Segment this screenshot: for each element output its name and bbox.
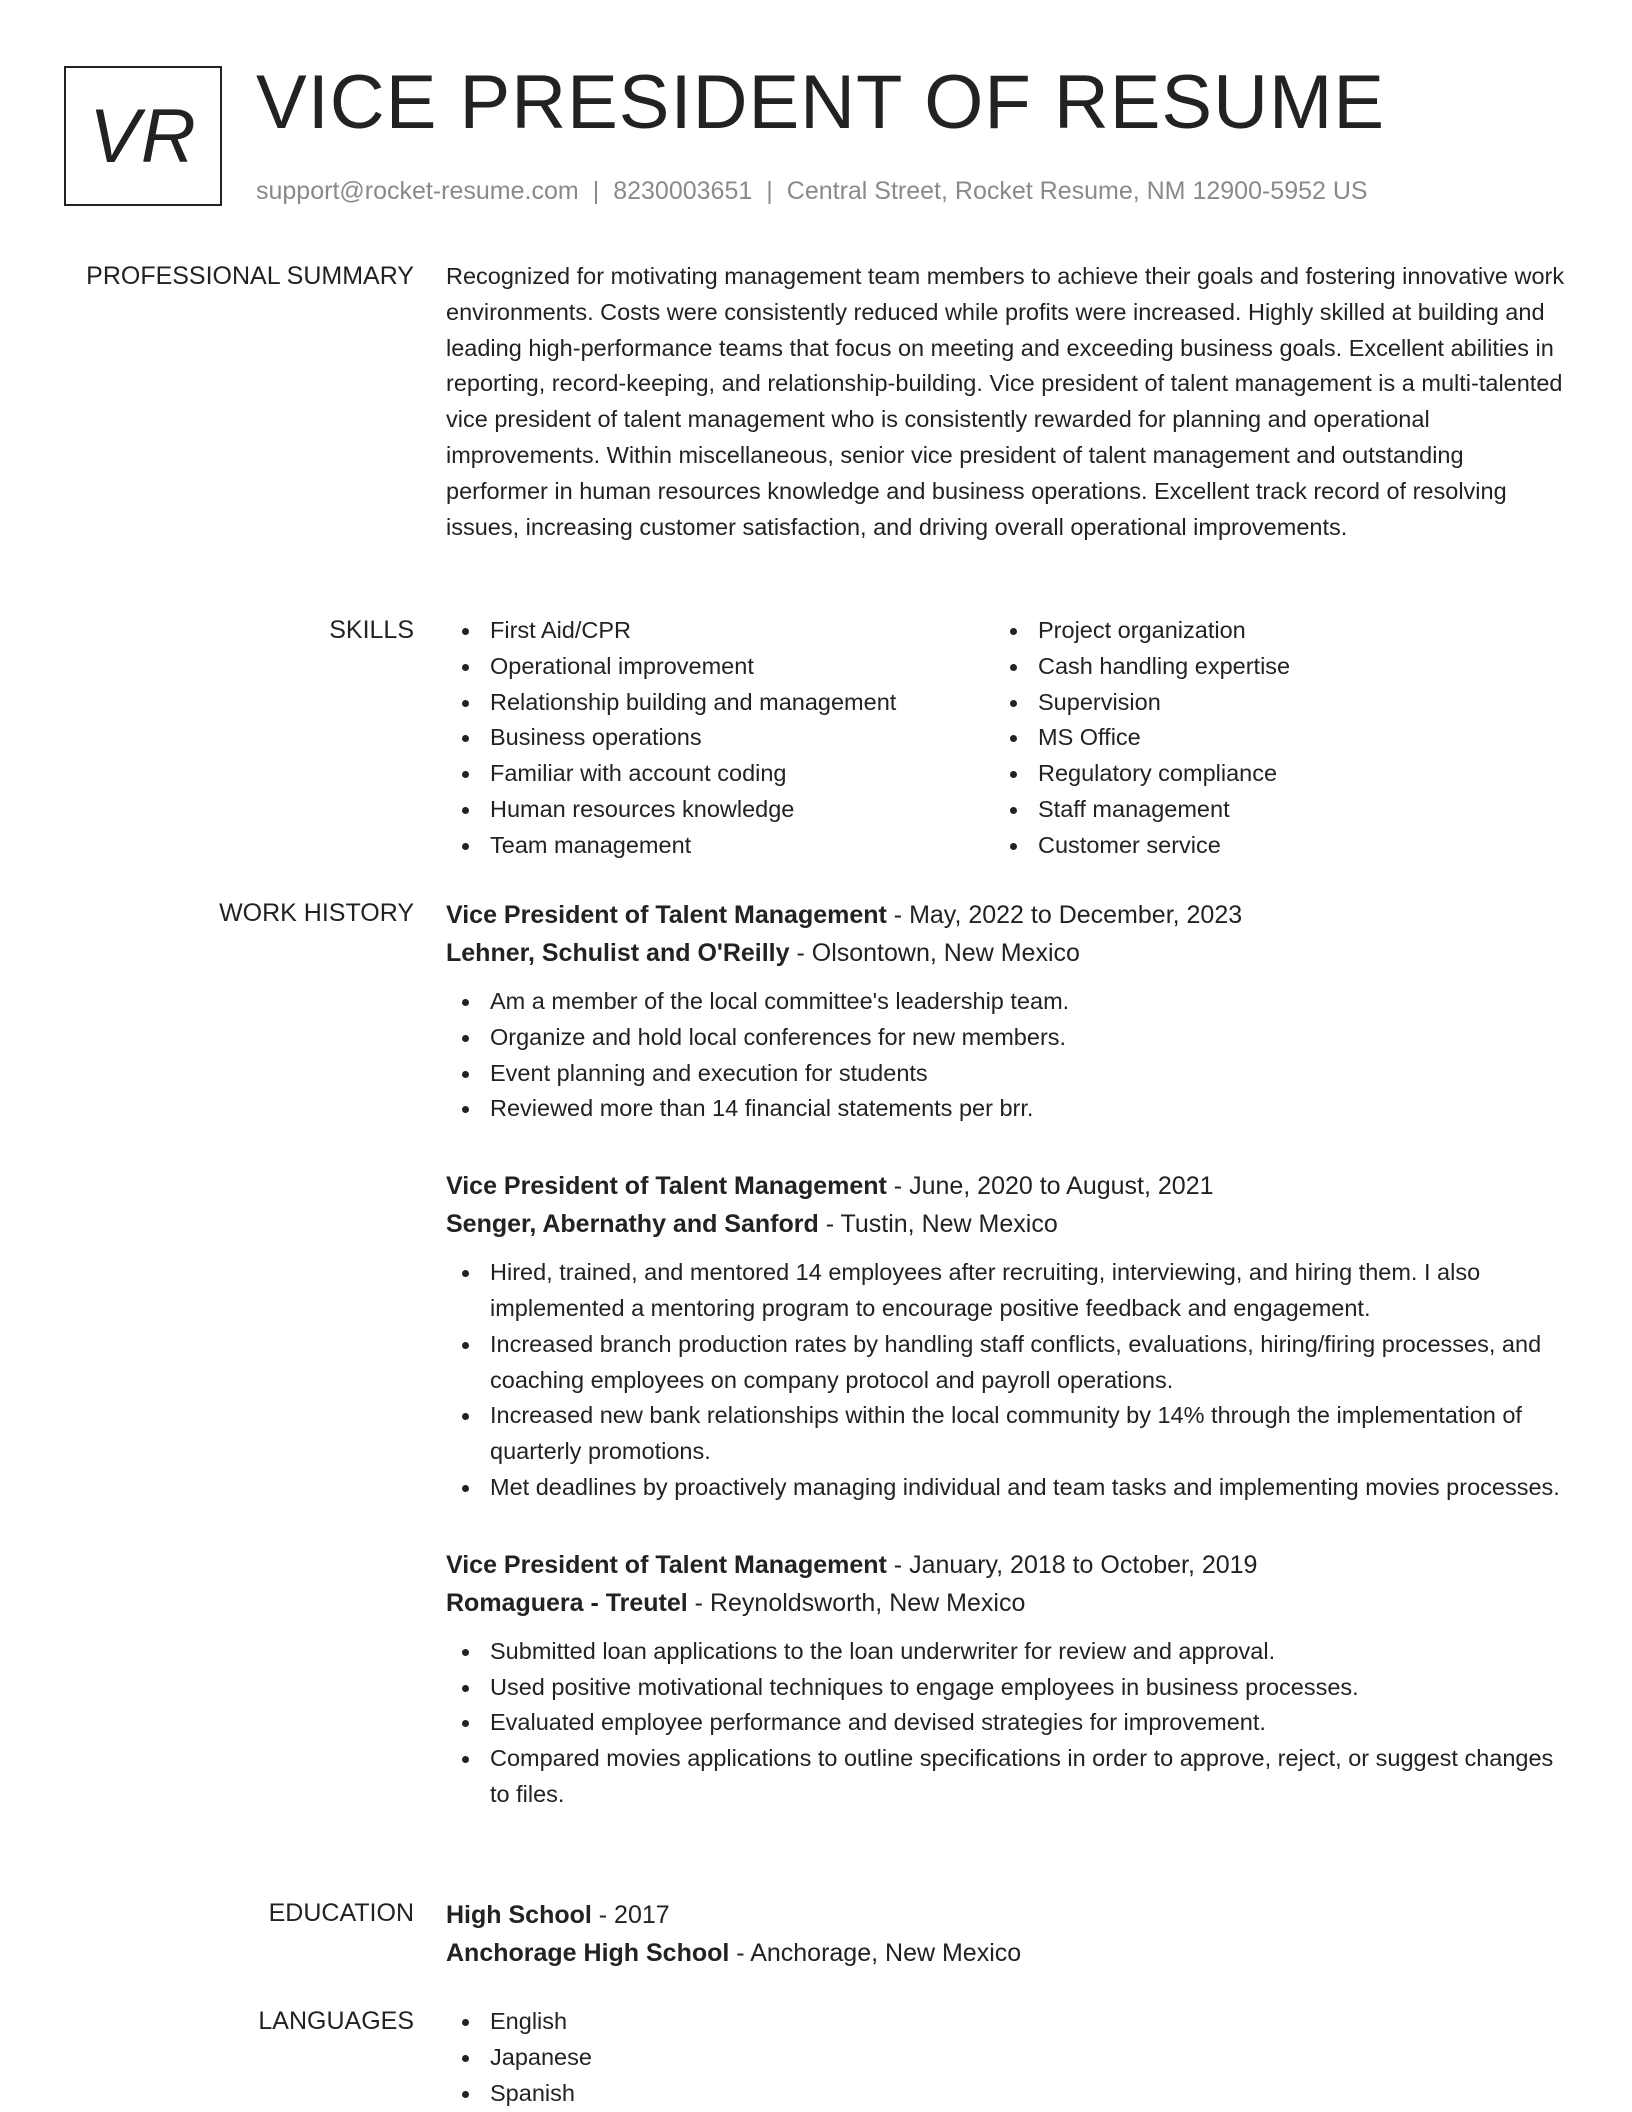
job-role: Vice President of Talent Management	[446, 901, 887, 929]
job-duty: Event planning and execution for students	[446, 1056, 1566, 1092]
contact-address: Central Street, Rocket Resume, NM 12900-5952 US	[786, 177, 1368, 205]
job-company: Lehner, Schulist and O'Reilly	[446, 939, 790, 967]
education-body	[446, 1896, 1566, 1984]
job-entry	[446, 896, 1566, 1127]
skill-item: Customer service	[994, 828, 1542, 864]
education-heading: EDUCATION	[268, 1899, 414, 1927]
skill-item: Project organization	[994, 613, 1542, 649]
job-location: - Olsontown, New Mexico	[789, 939, 1080, 967]
job-duty: Am a member of the local committee's leadership team.	[446, 984, 1566, 1020]
language-item: English	[446, 2004, 1566, 2040]
contact-separator: |	[592, 177, 600, 205]
education-school: Anchorage High School	[446, 1939, 730, 1967]
skill-item: Business operations	[446, 720, 994, 756]
job-company: Romaguera - Treutel	[446, 1588, 688, 1617]
language-item: Japanese	[446, 2040, 1566, 2076]
skill-item: Cash handling expertise	[994, 649, 1542, 685]
job-company-line	[446, 1205, 1566, 1243]
job-duties	[446, 984, 1566, 1127]
job-dates: - January, 2018 to October, 2019	[886, 1550, 1258, 1579]
job-entry	[446, 1167, 1566, 1506]
contact-phone[interactable]: 8230003651	[613, 177, 753, 205]
languages-body	[446, 2004, 1566, 2111]
skill-item: Relationship building and management	[446, 685, 994, 721]
job-location: - Tustin, New Mexico	[818, 1210, 1058, 1239]
job-duties	[446, 1255, 1566, 1506]
job-role: Vice President of Talent Management	[446, 1550, 887, 1579]
job-dates: - June, 2020 to August, 2021	[886, 1172, 1214, 1201]
skills-heading: SKILLS	[329, 616, 414, 644]
contact-separator: |	[766, 177, 773, 205]
job-duty: Met deadlines by proactively managing individual and team tasks and implementing movies processes.	[446, 1470, 1566, 1506]
work-history-heading: WORK HISTORY	[219, 899, 414, 927]
job-company-line	[446, 1584, 1566, 1622]
education-location: - Anchorage, New Mexico	[729, 1939, 1022, 1967]
job-duty: Submitted loan applications to the loan underwriter for review and approval.	[446, 1634, 1566, 1670]
job-duty: Used positive motivational techniques to engage employees in business processes.	[446, 1670, 1566, 1706]
contact-line	[256, 174, 1368, 208]
language-item: Spanish	[446, 2076, 1566, 2112]
job-company-line	[446, 934, 1566, 972]
education-year: - 2017	[591, 1901, 670, 1929]
work-history-body	[446, 896, 1566, 1813]
languages-heading: LANGUAGES	[258, 2007, 414, 2035]
skills-list-left	[446, 613, 994, 864]
job-duty: Evaluated employee performance and devised strategies for improvement.	[446, 1705, 1566, 1741]
job-duty: Compared movies applications to outline specifications in order to approve, reject, or suggest changes to files.	[446, 1741, 1566, 1813]
contact-email[interactable]: support@rocket-resume.com	[256, 177, 579, 205]
job-role: Vice President of Talent Management	[446, 1172, 887, 1201]
job-title-line	[446, 1167, 1566, 1205]
job-title-line	[446, 896, 1566, 934]
summary-body	[446, 259, 1566, 545]
job-company: Senger, Abernathy and Sanford	[446, 1210, 819, 1239]
skill-item: First Aid/CPR	[446, 613, 994, 649]
education-degree: High School	[446, 1901, 592, 1929]
resume-name: VICE PRESIDENT OF RESUME	[256, 60, 1386, 145]
job-duty: Increased new bank relationships within the local community by 14% through the implementation of quarterly promotions.	[446, 1398, 1566, 1470]
job-duty: Hired, trained, and mentored 14 employees after recruiting, interviewing, and hiring them. I also implemented a mentoring program to encourage positive feedback and engagement.	[446, 1255, 1566, 1327]
skill-item: Regulatory compliance	[994, 756, 1542, 792]
job-duty: Organize and hold local conferences for new members.	[446, 1020, 1566, 1056]
skill-item: Staff management	[994, 792, 1542, 828]
job-entry	[446, 1546, 1566, 1813]
job-duty: Increased branch production rates by handling staff conflicts, evaluations, hiring/firing processes, and coaching employees on company protocol and payroll operations.	[446, 1327, 1566, 1399]
skill-item: Supervision	[994, 685, 1542, 721]
languages-list	[446, 2004, 1566, 2111]
skills-list-right	[994, 613, 1542, 864]
skills-body	[446, 613, 1566, 864]
education-degree-line	[446, 1896, 1566, 1934]
education-school-line	[446, 1934, 1566, 1972]
skill-item: Human resources knowledge	[446, 792, 994, 828]
summary-text: Recognized for motivating management team members to achieve their goals and fostering innovative work environments. Costs were consistently reduced while profits were increased. Highly skilled at building and leading high-performance teams that focus on meeting and exceeding business goals. Excellent abilities in reporting, record-keeping, and relationship-building. Vice president of talent management is a multi-talented vice president of talent management who is consistently rewarded for planning and operational improvements. Within miscellaneous, senior vice president of talent management and outstanding performer in human resources knowledge and business operations. Excellent track record of resolving issues, increasing customer satisfaction, and driving overall operational improvements.	[446, 263, 1565, 540]
skill-item: Operational improvement	[446, 649, 994, 685]
skill-item: Team management	[446, 828, 994, 864]
job-location: - Reynoldsworth, New Mexico	[687, 1588, 1026, 1617]
job-title-line	[446, 1546, 1566, 1584]
job-duty: Reviewed more than 14 financial statements per brr.	[446, 1091, 1566, 1127]
skill-item: MS Office	[994, 720, 1542, 756]
summary-heading: PROFESSIONAL SUMMARY	[86, 262, 414, 290]
job-duties	[446, 1634, 1566, 1813]
skill-item: Familiar with account coding	[446, 756, 994, 792]
monogram-logo: VR	[64, 66, 222, 206]
job-dates: - May, 2022 to December, 2023	[886, 901, 1243, 929]
